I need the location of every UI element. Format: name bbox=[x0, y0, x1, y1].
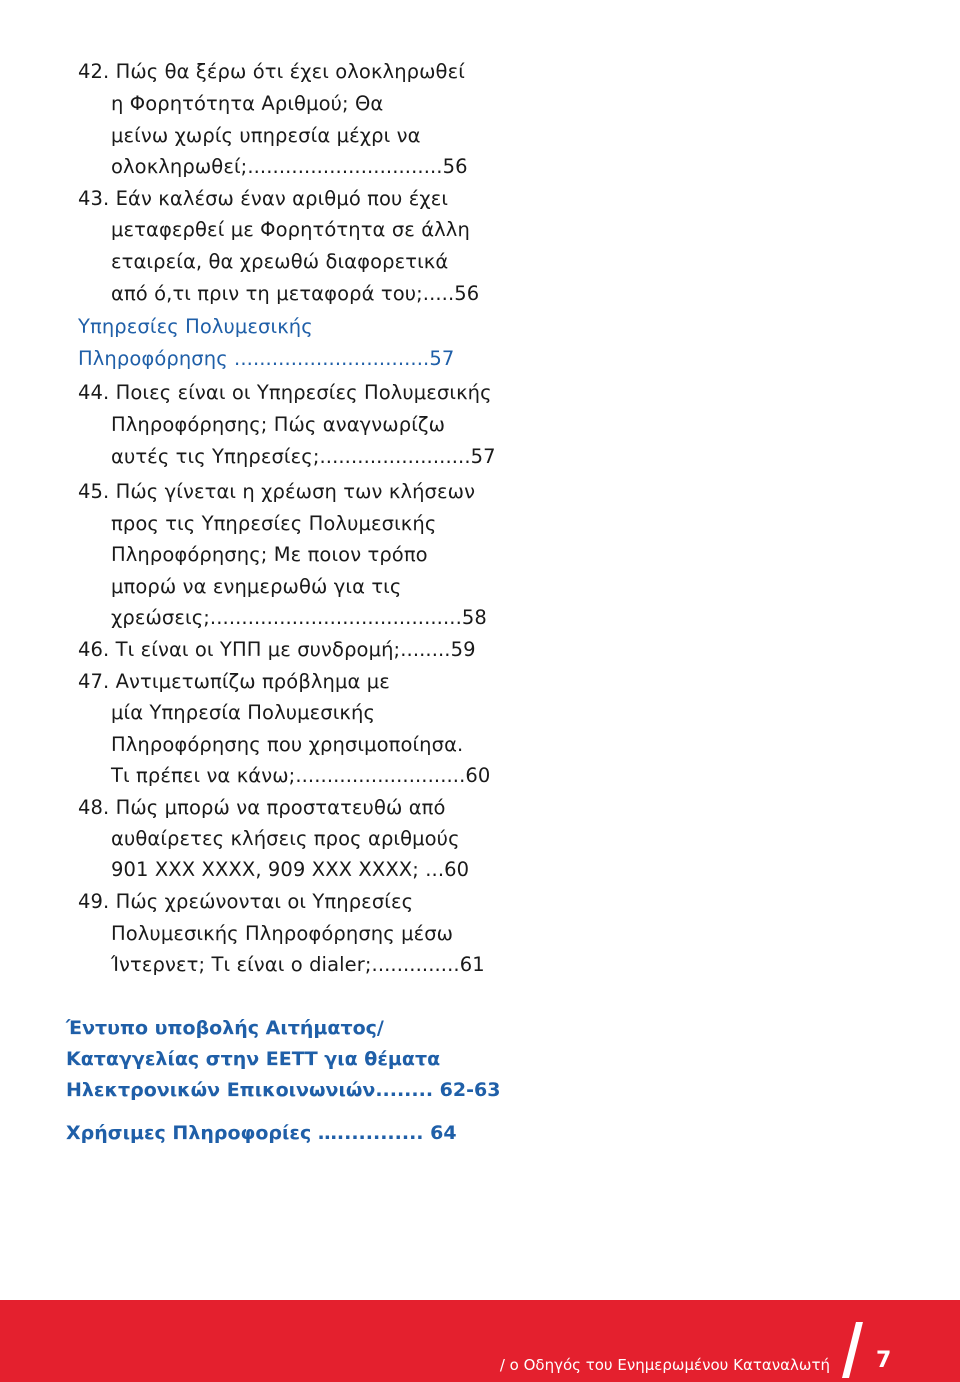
toc-item-43-line-2: μεταφερθεί με Φορητότητα σε άλλη bbox=[111, 218, 470, 241]
toc-item-43-line-1: 43. Εάν καλέσω έναν αριθμό που έχει bbox=[78, 187, 449, 210]
toc-item-48-line-3[interactable]: 901 ΧΧΧ ΧΧΧΧ, 909 ΧΧΧ ΧΧΧΧ; ...60 bbox=[111, 858, 470, 881]
toc-item-49-line-3[interactable]: Ίντερνετ; Τι είναι ο dialer;..............61 bbox=[111, 953, 485, 976]
toc-item-42-line-2: η Φορητότητα Αριθμού; Θα bbox=[111, 92, 384, 115]
toc-item-45-line-4: μπορώ να ενημερωθώ για τις bbox=[111, 575, 402, 598]
toc-item-43-line-4[interactable]: από ό,τι πριν τη μεταφορά του;.....56 bbox=[111, 282, 480, 305]
toc-item-42-line-3: μείνω χωρίς υπηρεσία μέχρι να bbox=[111, 124, 421, 147]
toc-item-44-line-3[interactable]: αυτές τις Υπηρεσίες;........................57 bbox=[111, 445, 496, 468]
toc-item-47-line-1: 47. Αντιμετωπίζω πρόβλημα με bbox=[78, 670, 390, 693]
toc-item-47-line-2: μία Υπηρεσία Πολυμεσικής bbox=[111, 701, 376, 724]
section-form-line-2: Καταγγελίας στην ΕΕΤΤ για θέματα bbox=[66, 1048, 441, 1070]
toc-item-48-line-1: 48. Πώς μπορώ να προστατευθώ από bbox=[78, 796, 446, 819]
toc-item-47-line-4[interactable]: Τι πρέπει να κάνω;...........................60 bbox=[111, 764, 491, 787]
toc-item-45-line-5[interactable]: χρεώσεις;........................................58 bbox=[111, 606, 487, 629]
toc-item-49-line-2: Πολυμεσικής Πληροφόρησης μέσω bbox=[111, 922, 454, 945]
toc-item-42-line-4[interactable]: ολοκληρωθεί;...............................56 bbox=[111, 155, 468, 178]
toc-item-46-line-1[interactable]: 46. Τι είναι οι ΥΠΠ με συνδρομή;........59 bbox=[78, 638, 476, 661]
toc-section-services-line-2[interactable]: Πληροφόρησης ...............................57 bbox=[78, 347, 455, 370]
section-form-line-1: Έντυπο υποβολής Αιτήματος/ bbox=[66, 1017, 384, 1039]
toc-item-48-line-2: αυθαίρετες κλήσεις προς αριθμούς bbox=[111, 827, 460, 850]
toc-item-44-line-1: 44. Ποιες είναι οι Υπηρεσίες Πολυμεσικής bbox=[78, 381, 492, 404]
toc-section-services-line-1: Υπηρεσίες Πολυμεσικής bbox=[78, 315, 313, 338]
toc-item-43-line-3: εταιρεία, θα χρεωθώ διαφορετικά bbox=[111, 250, 449, 273]
toc-item-47-line-3: Πληροφόρησης που χρησιμοποίησα. bbox=[111, 733, 464, 756]
footer-guide-title: / ο Οδηγός του Ενημερωμένου Καταναλωτή bbox=[499, 1356, 830, 1374]
toc-item-42-line-1: 42. Πώς θα ξέρω ότι έχει ολοκληρωθεί bbox=[78, 60, 465, 83]
toc-item-45-line-1: 45. Πώς γίνεται η χρέωση των κλήσεων bbox=[78, 480, 476, 503]
page-number: 7 bbox=[876, 1348, 892, 1373]
toc-item-45-line-3: Πληροφόρησης; Με ποιον τρόπο bbox=[111, 543, 428, 566]
section-form-line-3[interactable]: Ηλεκτρονικών Επικοινωνιών........ 62-63 bbox=[66, 1079, 501, 1101]
toc-item-45-line-2: προς τις Υπηρεσίες Πολυμεσικής bbox=[111, 512, 437, 535]
section-useful-info[interactable]: Χρήσιμες Πληροφορίες …............ 64 bbox=[66, 1122, 457, 1144]
toc-item-44-line-2: Πληροφόρησης; Πώς αναγνωρίζω bbox=[111, 413, 446, 436]
toc-item-49-line-1: 49. Πώς χρεώνονται οι Υπηρεσίες bbox=[78, 890, 414, 913]
